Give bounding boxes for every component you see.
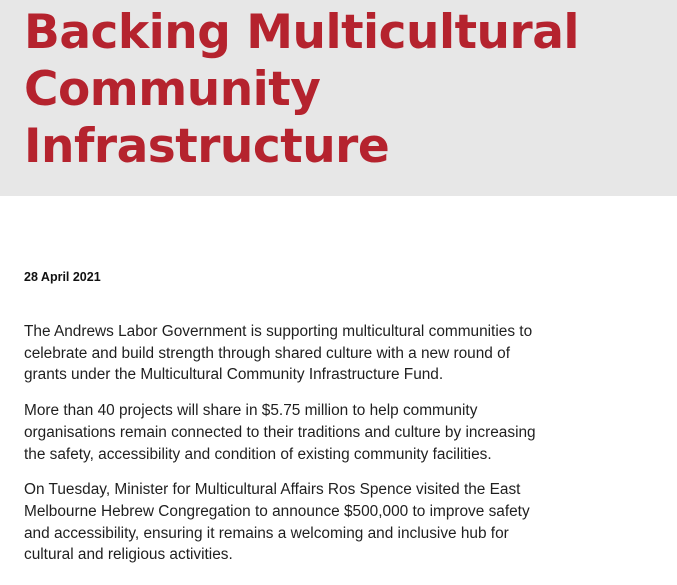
paragraph-line: On Tuesday, Minister for Multicultural Affairs Ros Spence visited the East [24,481,521,499]
paragraph-line: the safety, accessibility and condition of existing community facilities. [24,445,492,463]
paragraph-line: Melbourne Hebrew Congregation to announce $500,000 to improve safety [24,502,530,520]
article-paragraph [24,400,653,465]
paragraph-line: organisations remain connected to their traditions and culture by increasing [24,423,536,441]
paragraph-line: The Andrews Labor Government is supporting multicultural communities to [24,323,533,340]
paragraph-line: and accessibility, ensuring it remains a welcoming and inclusive hub for [24,524,509,542]
page-title-line: Community [24,62,321,117]
paragraph-line: More than 40 projects will share in $5.75 million to help community [24,402,478,420]
page-title-line: Infrastructure [24,119,390,174]
page-title [24,0,653,175]
paragraph-line: cultural and religious activities. [24,546,233,564]
paragraph-line: celebrate and build strength through shared culture with a new round of [24,344,510,362]
article-body [0,196,677,566]
page-header [0,0,677,196]
article-paragraph [24,321,653,386]
page-title-line: Backing Multicultural [24,5,580,60]
paragraph-line: grants under the Multicultural Community Infrastructure Fund. [24,366,444,384]
publish-date: 28 April 2021 [24,270,101,284]
article-paragraph [24,479,653,566]
